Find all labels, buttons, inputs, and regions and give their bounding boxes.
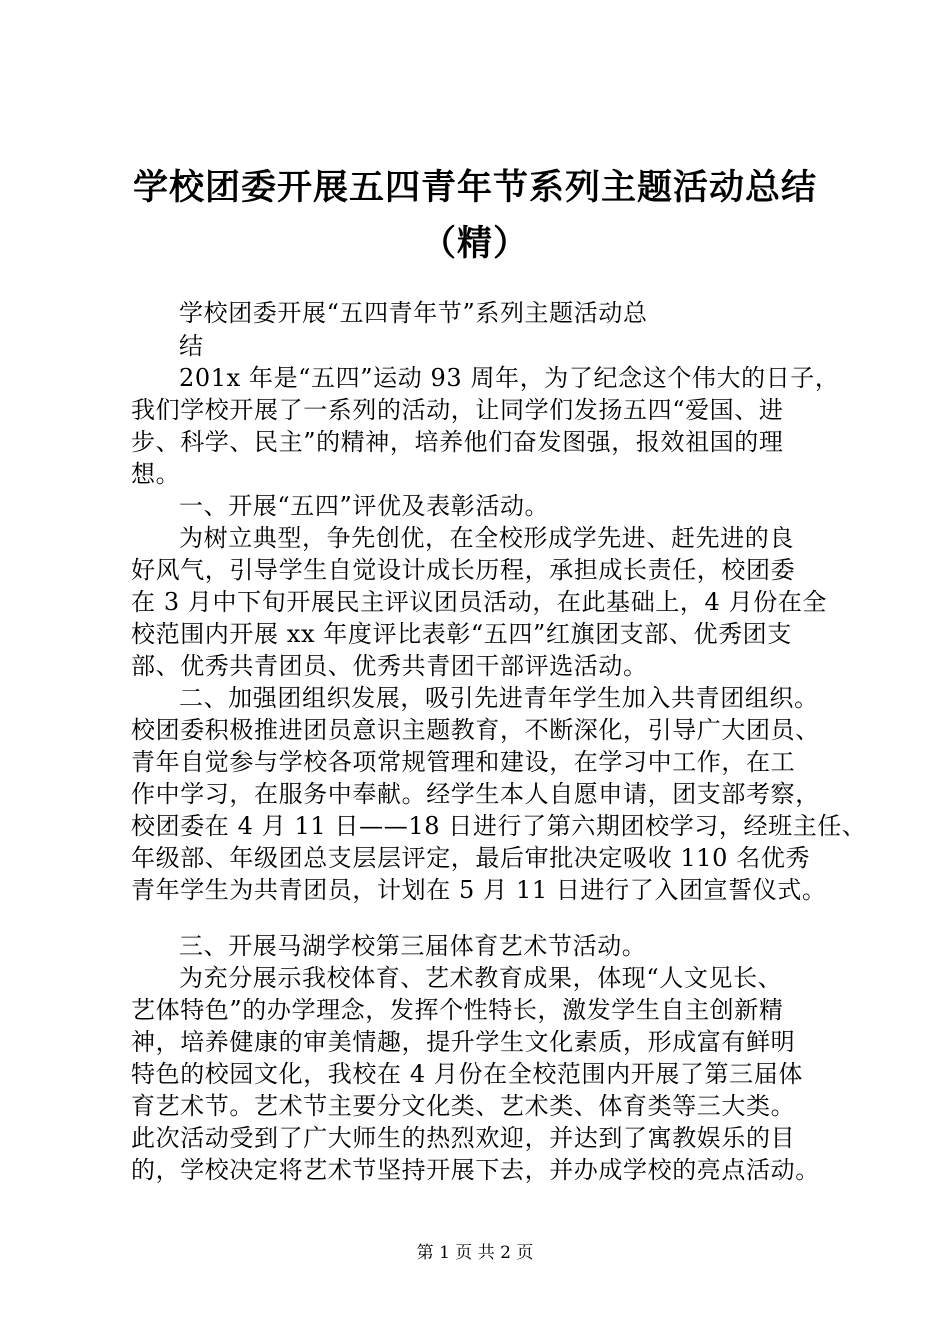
- paragraph-line: 在 3 月中下旬开展民主评议团员活动，在此基础上，4 月份在全: [131, 588, 828, 616]
- section-heading: 一、开展“五四”评优及表彰活动。: [179, 492, 550, 520]
- paragraph-line: 校团委在 4 月 11 日——18 日进行了第六期团校学习，经班主任、: [131, 812, 867, 840]
- section-heading: 二、加强团组织发展，吸引先进青年学生加入共青团组织。: [179, 684, 819, 712]
- paragraph-line: 特色的校园文化，我校在 4 月份在全校范围内开展了第三届体: [131, 1060, 803, 1088]
- intro-line: 201x 年是“五四”运动 93 周年，为了纪念这个伟大的日子，: [179, 364, 840, 392]
- intro-line: 我们学校开展了一系列的活动，让同学们发扬五四“爱国、进: [131, 396, 784, 424]
- paragraph-line: 的，学校决定将艺术节坚持开展下去，并办成学校的亮点活动。: [131, 1156, 820, 1184]
- paragraph-line: 育艺术节。艺术节主要分文化类、艺术类、体育类等三大类。: [131, 1092, 796, 1120]
- paragraph-line: 校范围内开展 xx 年度评比表彰“五四”红旗团支部、优秀团支: [131, 620, 792, 648]
- subtitle-line: 学校团委开展“五四青年节”系列主题活动总: [179, 299, 648, 327]
- paragraph-line: 此次活动受到了广大师生的热烈欢迎，并达到了寓教娱乐的目: [131, 1124, 796, 1152]
- paragraph-line: 神，培养健康的审美情趣，提升学生文化素质，形成富有鲜明: [131, 1028, 796, 1056]
- paragraph-line: 部、优秀共青团员、优秀共青团干部评选活动。: [131, 652, 648, 680]
- paragraph-line: 青年学生为共青团员，计划在 5 月 11 日进行了入团宣誓仪式。: [131, 876, 827, 904]
- document-title: 学校团委开展五四青年节系列主题活动总结: [132, 167, 817, 208]
- subtitle-line: 结: [179, 332, 204, 360]
- intro-line: 想。: [131, 460, 181, 488]
- paragraph-line: 青年自觉参与学校各项常规管理和建设，在学习中工作，在工: [131, 748, 796, 776]
- paragraph-line: 好风气，引导学生自觉设计成长历程，承担成长责任，校团委: [131, 556, 796, 584]
- paragraph-line: 为树立典型，争先创优，在全校形成学先进、赶先进的良: [179, 524, 794, 552]
- document-title-suffix: （精）: [420, 223, 529, 264]
- paragraph-line: 为充分展示我校体育、艺术教育成果，体现“人文见长、: [179, 964, 783, 992]
- intro-line: 步、科学、民主”的精神，培养他们奋发图强，报效祖国的理: [131, 428, 784, 456]
- section-heading: 三、开展马湖学校第三届体育艺术节活动。: [179, 932, 647, 960]
- paragraph-line: 校团委积极推进团员意识主题教育，不断深化，引导广大团员、: [131, 716, 820, 744]
- paragraph-line: 作中学习，在服务中奉献。经学生本人自愿申请，团支部考察，: [131, 780, 820, 808]
- paragraph-line: 年级部、年级团总支层层评定，最后审批决定吸收 110 名优秀: [131, 844, 811, 872]
- paragraph-line: 艺体特色”的办学理念，发挥个性特长，激发学生自主创新精: [131, 996, 784, 1024]
- page-number-footer: 第 1 页 共 2 页: [416, 1243, 534, 1263]
